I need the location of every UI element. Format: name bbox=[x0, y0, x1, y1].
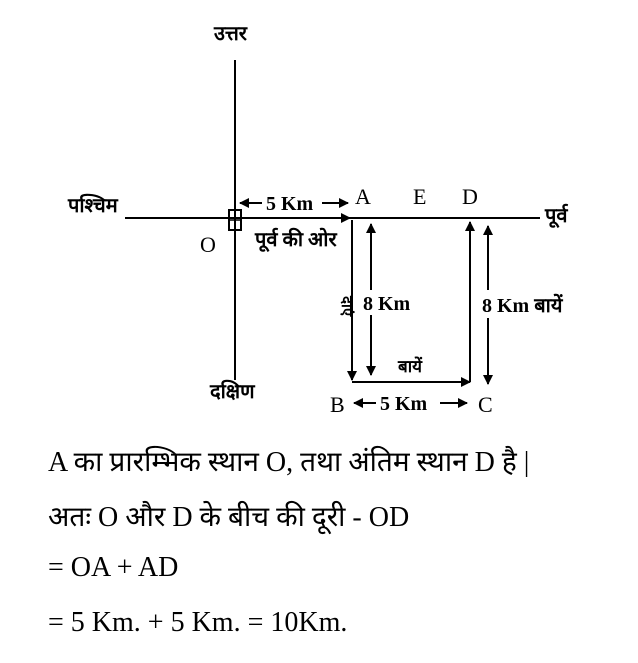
solution-line-3: = OA + AD bbox=[48, 552, 179, 583]
ab-distance-label: 8 Km bbox=[363, 293, 411, 315]
cd-distance-label: 8 Km बायें bbox=[482, 295, 563, 317]
point-b-label: B bbox=[330, 392, 345, 417]
bc-distance-label: 5 Km bbox=[380, 393, 428, 415]
north-label: उत्तर bbox=[214, 23, 247, 45]
west-label: पश्चिम bbox=[68, 195, 118, 217]
toward-east-label: पूर्व की ओर bbox=[255, 229, 337, 251]
east-label: पूर्व bbox=[545, 205, 568, 227]
point-o-label: O bbox=[200, 232, 216, 257]
solution-line-2: अतः O और D के बीच की दूरी - OD bbox=[48, 502, 410, 533]
solution-line-4: = 5 Km. + 5 Km. = 10Km. bbox=[48, 607, 348, 638]
left-turn-label: बायें bbox=[398, 357, 422, 376]
oa-distance-label: 5 Km bbox=[266, 193, 314, 215]
south-label: दक्षिण bbox=[210, 381, 255, 403]
point-a-label: A bbox=[355, 184, 371, 209]
point-d-label: D bbox=[462, 184, 478, 209]
right-turn-label: दाएं bbox=[338, 296, 354, 317]
point-c-label: C bbox=[478, 392, 493, 417]
solution-line-1: A का प्रारम्भिक स्थान O, तथा अंतिम स्थान D है | bbox=[48, 447, 530, 478]
point-e-label: E bbox=[413, 184, 427, 209]
